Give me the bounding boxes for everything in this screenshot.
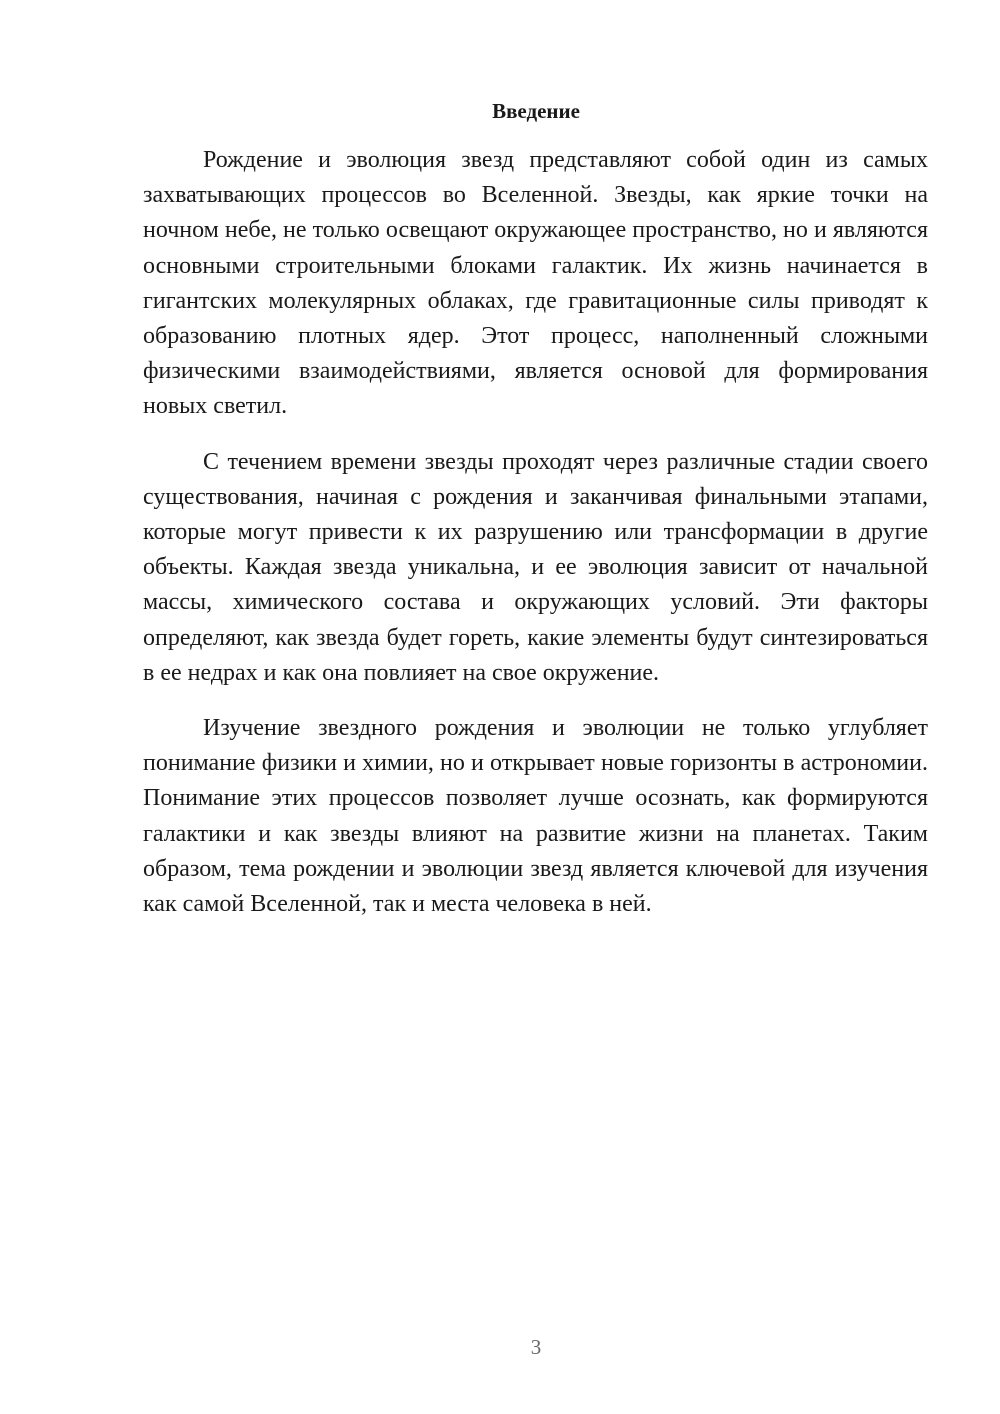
paragraph-3: Изучение звездного рождения и эволюции не только углубляет понимание физики и химии, но и открывает новые горизонты в астрономии. Понимание этих процессов позволяет лучше осознать, как формируются галактики и как звезды влияют на развитие жизни на планетах. Таким образом, тема рождении и эволюции звезд является ключевой для изучения как самой Вселенной, так и места человека в ней. xyxy=(143,715,928,918)
page-number: 3 xyxy=(530,1335,542,1359)
paragraph-1: Рождение и эволюция звезд представляют собой один из самых захватывающих процессов во Вселенной. Звезды, как яркие точки на ночном небе, не только освещают окружающее пространство, но и являются основными строительными блоками галактик. Их жизнь начинается в гигантских молекулярных облаках, где гравитационные силы приводят к образованию плотных ядер. Этот процесс, наполненный сложными физическими взаимодействиями, является основой для формирования новых светил. xyxy=(143,147,928,420)
paragraph-2: С течением времени звезды проходят через различные стадии своего существования, начиная с рождения и заканчивая финальными этапами, которые могут привести к их разрушению или трансформации в другие объекты. Каждая звезда уникальна, и ее эволюция зависит от начальной массы, химического состава и окружающих условий. Эти факторы определяют, как звезда будет гореть, какие элементы будут синтезироваться в ее недрах и как она повлияет на свое окружение. xyxy=(143,448,928,686)
body-text xyxy=(143,143,928,942)
section-title: Введение xyxy=(492,99,580,123)
